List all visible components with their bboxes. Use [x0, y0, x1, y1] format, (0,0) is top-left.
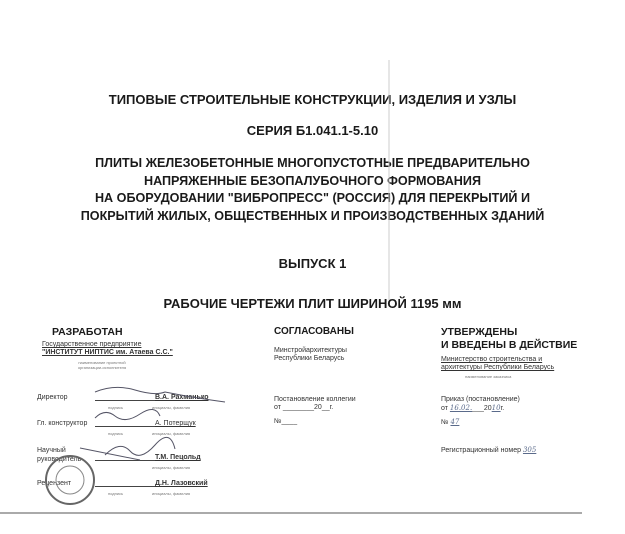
name-caption: инициалы, фамилия — [152, 465, 191, 470]
year-prefix: 20 — [483, 405, 492, 412]
subtitle-line: НАПРЯЖЕННЫЕ БЕЗОПАЛУБОЧНОГО ФОРМОВАНИЯ — [143, 173, 482, 188]
approved-org-line2: архитектуры Республики Беларусь — [441, 364, 555, 371]
subtitle-line: ПОКРЫТИЙ ЖИЛЫХ, ОБЩЕСТВЕННЫХ И ПРОИЗВОДСТВЕННЫХ ЗДАНИЙ — [80, 208, 545, 223]
signer-role: Рецензент — [37, 480, 72, 487]
agreed-org-line2: Республики Беларусь — [274, 355, 345, 362]
signature-caption: подпись — [108, 431, 124, 436]
signer-name: А. Потерщук — [155, 420, 196, 427]
date-prefix: от — [441, 405, 448, 412]
agreed-number: №____ — [274, 418, 298, 425]
agreed-org-line1: Минстройархитектуры — [274, 347, 347, 354]
signer-name: Т.М. Пецольд — [155, 454, 201, 461]
developer-org-caption: наименование проектной организации-исполнителя — [77, 360, 127, 370]
approved-org-caption: наименование заказчика — [465, 374, 512, 379]
year-value: 10 — [491, 404, 501, 412]
signer-role: Гл. конструктор — [37, 420, 88, 427]
agreed-date: от ________20__г. — [274, 404, 334, 411]
developer-org-line2: "ИНСТИТУТ НИПТИС им. Атаева С.С." — [42, 349, 173, 356]
name-caption: инициалы, фамилия — [152, 405, 191, 410]
developed-heading: РАЗРАБОТАН — [52, 326, 123, 338]
name-caption: инициалы, фамилия — [152, 491, 191, 496]
document-title: ТИПОВЫЕ СТРОИТЕЛЬНЫЕ КОНСТРУКЦИИ, ИЗДЕЛИЯ И УЗЛЫ — [108, 92, 517, 107]
signer-name: Д.Н. Лазовский — [155, 480, 208, 487]
issue-number: ВЫПУСК 1 — [278, 256, 347, 271]
agreed-heading: СОГЛАСОВАНЫ — [274, 326, 354, 337]
number-prefix: № — [441, 419, 449, 426]
series-number: СЕРИЯ Б1.041.1-5.10 — [246, 123, 379, 138]
year-suffix: г. — [500, 405, 505, 412]
seal-icon — [46, 456, 94, 504]
approved-org-line1: Министерство строительства и — [441, 356, 543, 363]
signer-role: Директор — [37, 394, 68, 401]
name-caption: инициалы, фамилия — [152, 431, 191, 436]
developer-org-line1: Государственное предприятие — [42, 341, 142, 348]
subtitle-line: НА ОБОРУДОВАНИИ "ВИБРОПРЕСС" (РОССИЯ) ДЛЯ ПЕРЕКРЫТИЙ И — [94, 191, 531, 205]
agreed-decree: Постановление коллегии — [274, 396, 356, 403]
approved-heading-line2: И ВВЕДЕНЫ В ДЕЙСТВИЕ — [441, 339, 578, 351]
drawings-title: РАБОЧИЕ ЧЕРТЕЖИ ПЛИТ ШИРИНОЙ 1195 мм — [163, 296, 462, 311]
signature-caption: подпись — [108, 405, 124, 410]
signature-caption: подпись — [108, 491, 124, 496]
approved-number — [441, 418, 459, 426]
signer-role: Научный руководитель — [37, 447, 82, 463]
approved-date: от 16.02.___2010г. — [441, 404, 505, 412]
approved-heading-line1: УТВЕРЖДЕНЫ — [441, 326, 518, 338]
approved-order: Приказ (постановление) — [441, 396, 520, 403]
reg-value: 305 — [522, 446, 537, 454]
reg-label: Регистрационный номер — [441, 447, 521, 454]
number-value: 47 — [450, 418, 460, 426]
date-value: 16.02. — [449, 404, 473, 412]
registration-number — [441, 446, 536, 454]
signer-name: В.А. Рахманько — [155, 394, 209, 401]
subtitle-line: ПЛИТЫ ЖЕЛЕЗОБЕТОННЫЕ МНОГОПУСТОТНЫЕ ПРЕДВАРИТЕЛЬНО — [95, 156, 530, 170]
